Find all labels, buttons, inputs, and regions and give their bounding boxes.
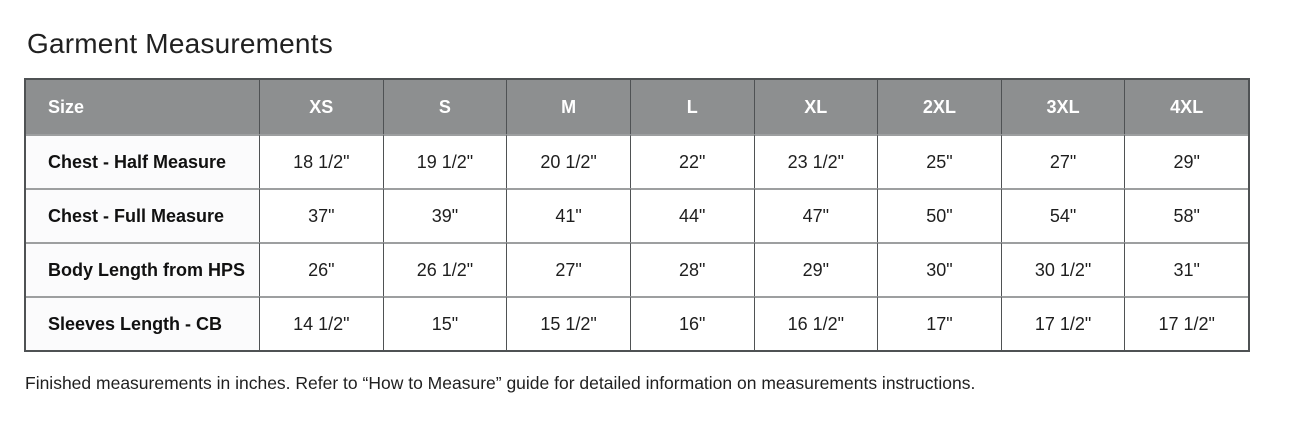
measurement-cell: 28" — [630, 242, 754, 296]
table-row — [26, 134, 1248, 188]
page-title: Garment Measurements — [27, 28, 333, 59]
column-header-s: S — [383, 80, 507, 134]
column-header-l: L — [630, 80, 754, 134]
measurement-cell: 30" — [877, 242, 1001, 296]
row-label: Chest - Full Measure — [26, 188, 259, 242]
measurement-cell: 44" — [630, 188, 754, 242]
measurement-cell: 22" — [630, 134, 754, 188]
measurement-cell: 17 1/2" — [1124, 296, 1248, 350]
measurement-cell: 18 1/2" — [259, 134, 383, 188]
measurement-cell: 31" — [1124, 242, 1248, 296]
column-header-3xl: 3XL — [1001, 80, 1125, 134]
measurement-cell: 15" — [383, 296, 507, 350]
measurement-cell: 17 1/2" — [1001, 296, 1125, 350]
footnote-text: Finished measurements in inches. Refer to “How to Measure” guide for detailed information on measurements instructions. — [25, 373, 976, 393]
table-row — [26, 296, 1248, 350]
measurement-cell: 26" — [259, 242, 383, 296]
measurement-cell: 29" — [754, 242, 878, 296]
table-header-row — [26, 80, 1248, 134]
measurement-cell: 16 1/2" — [754, 296, 878, 350]
column-header-2xl: 2XL — [877, 80, 1001, 134]
table-row — [26, 188, 1248, 242]
row-label: Sleeves Length - CB — [26, 296, 259, 350]
measurement-cell: 50" — [877, 188, 1001, 242]
measurement-cell: 25" — [877, 134, 1001, 188]
row-label: Body Length from HPS — [26, 242, 259, 296]
measurement-cell: 29" — [1124, 134, 1248, 188]
column-header-m: M — [506, 80, 630, 134]
measurement-cell: 39" — [383, 188, 507, 242]
measurement-cell: 26 1/2" — [383, 242, 507, 296]
measurement-cell: 27" — [1001, 134, 1125, 188]
measurement-cell: 58" — [1124, 188, 1248, 242]
measurement-cell: 37" — [259, 188, 383, 242]
measurement-cell: 17" — [877, 296, 1001, 350]
measurement-cell: 19 1/2" — [383, 134, 507, 188]
measurement-cell: 27" — [506, 242, 630, 296]
column-header-size: Size — [26, 80, 259, 134]
measurement-cell: 15 1/2" — [506, 296, 630, 350]
measurement-cell: 14 1/2" — [259, 296, 383, 350]
table-row — [26, 242, 1248, 296]
measurement-cell: 23 1/2" — [754, 134, 878, 188]
column-header-4xl: 4XL — [1124, 80, 1248, 134]
column-header-xs: XS — [259, 80, 383, 134]
measurement-cell: 20 1/2" — [506, 134, 630, 188]
measurement-cell: 30 1/2" — [1001, 242, 1125, 296]
column-header-xl: XL — [754, 80, 878, 134]
garment-measurements-table — [24, 78, 1250, 352]
row-label: Chest - Half Measure — [26, 134, 259, 188]
measurement-cell: 54" — [1001, 188, 1125, 242]
measurement-cell: 47" — [754, 188, 878, 242]
measurement-cell: 41" — [506, 188, 630, 242]
measurement-cell: 16" — [630, 296, 754, 350]
